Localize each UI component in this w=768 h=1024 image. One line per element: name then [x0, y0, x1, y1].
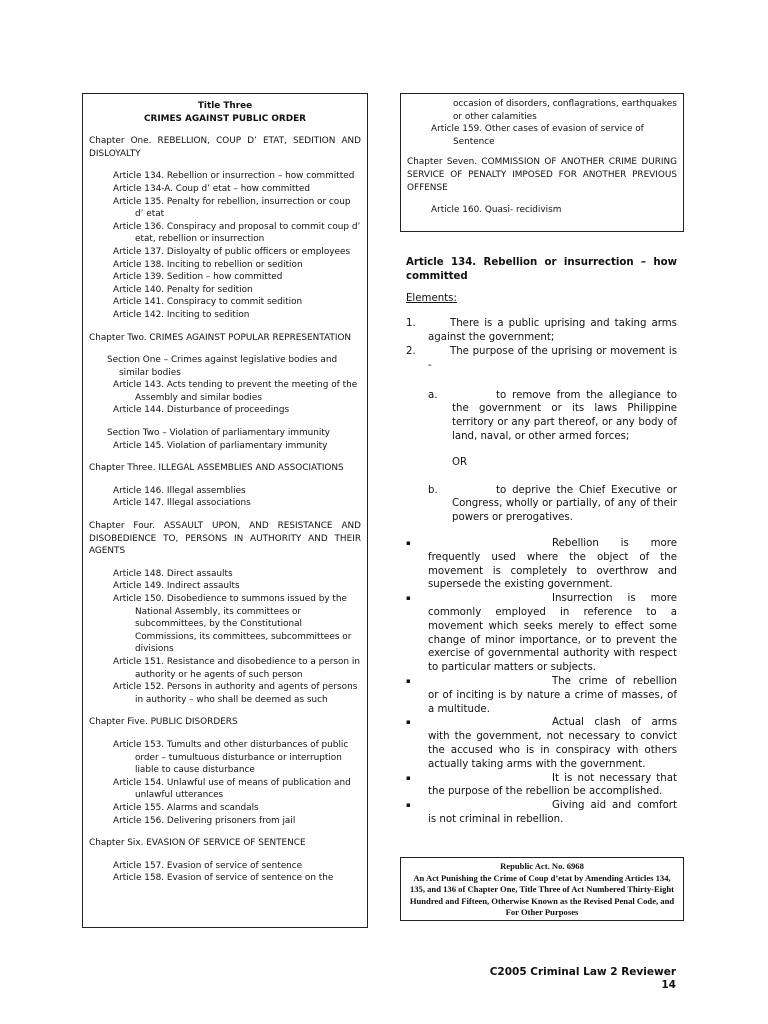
- chapter-one-heading: Chapter One. REBELLION, COUP D’ ETAT, SEDITION AND DISLOYALTY: [89, 136, 361, 159]
- bullet-text: Insurrection is more commonly employed in reference to a movement which seeks merely to effect some change of minor importance, or to prevent the exercise of governmental authority with respect to particular matters or subjects.: [428, 593, 677, 674]
- sub-element-letter: a.: [428, 389, 438, 401]
- article-heading: Article 134. Rebellion or insurrection – how committed: [406, 257, 677, 282]
- list-item: Article 139. Sedition – how committed: [113, 272, 283, 283]
- list-item: Article 134-A. Coup d’ etat – how committed: [113, 183, 310, 194]
- element-number: 1.: [406, 318, 416, 330]
- list-item: Article 157. Evasion of service of sentence: [113, 860, 303, 871]
- list-item: Article 142. Inciting to sedition: [113, 309, 250, 320]
- list-item: Article 146. Illegal assemblies: [113, 485, 246, 496]
- republic-act-title: Republic Act. No. 6968: [500, 861, 584, 871]
- article-body: [406, 256, 677, 827]
- list-item: Article 143. Acts tending to prevent the meeting of the Assembly and similar bodies: [113, 380, 358, 403]
- table-of-contents-box: [82, 93, 368, 928]
- element-text: There is a public uprising and taking arms against the government;: [428, 318, 677, 344]
- chapter-seven-heading: Chapter Seven. COMMISSION OF ANOTHER CRIME DURING SERVICE OF PENALTY IMPOSED FOR ANOTHER PREVIOUS OFFENSE: [407, 157, 677, 193]
- list-item: Article 150. Disobedience to summons issued by the National Assembly, its committees or subcommittees, by the Constitutional Commissions, its committees, subcommittees or divisions: [113, 594, 352, 655]
- title-three: Title Three: [197, 101, 253, 111]
- chapter-three-list: [89, 485, 361, 510]
- chapter-five-list: [89, 739, 361, 827]
- footer-title: C2005 Criminal Law 2 Reviewer: [489, 966, 676, 978]
- element-item: [406, 317, 677, 345]
- list-item: Article 158. Evasion of service of sentence on the: [113, 873, 334, 884]
- list-item: Article 148. Direct assaults: [113, 568, 233, 579]
- sub-element-letter: b.: [428, 484, 438, 496]
- bullet-text: Actual clash of arms with the government, not necessary to convict the accused who is in conspiracy with others actually taking arms with the government.: [428, 717, 677, 770]
- bullet-icon: ▪: [406, 594, 411, 603]
- list-item: Article 134. Rebellion or insurrection – how committed: [113, 171, 355, 182]
- sub-element-text: to deprive the Chief Executive or Congress, wholly or partially, of any of their powers or prerogatives.: [452, 484, 677, 524]
- list-item: Article 156. Delivering prisoners from jail: [113, 815, 296, 826]
- chapter-five-heading: Chapter Five. PUBLIC DISORDERS: [89, 717, 238, 728]
- bullet-icon: ▪: [406, 538, 411, 547]
- section-one-heading: Section One – Crimes against legislative bodies and similar bodies: [107, 355, 338, 378]
- elements-label: Elements:: [406, 292, 457, 304]
- bullet-text: Rebellion is more frequently used where the object of the movement is completely to overthrow and supersede the existing government.: [428, 537, 677, 591]
- republic-act-box: [400, 857, 684, 921]
- chapter-four-list: [89, 568, 361, 707]
- bullet-item: [406, 592, 677, 675]
- bullet-item: [406, 716, 677, 771]
- list-item: Article 144. Disturbance of proceedings: [113, 405, 290, 416]
- page-footer: [490, 966, 676, 992]
- list-item-continuation: occasion of disorders, conflagrations, earthquakes or other calamities: [453, 99, 677, 122]
- list-item: Article 159. Other cases of evasion of service of Sentence: [431, 124, 644, 147]
- element-item: [406, 345, 677, 373]
- list-item: Article 151. Resistance and disobedience to a person in authority or he agents of such person: [113, 656, 360, 680]
- element-number: 2.: [406, 345, 416, 357]
- list-item: Article 137. Disloyalty of public officers or employees: [113, 246, 351, 257]
- chapter-four-heading: Chapter Four. ASSAULT UPON, AND RESISTANCE AND DISOBEDIENCE TO, PERSONS IN AUTHORITY AND THEIR AGENTS: [89, 521, 361, 557]
- list-item: Article 147. Illegal associations: [113, 498, 251, 509]
- chapter-three-heading: Chapter Three. ILLEGAL ASSEMBLIES AND ASSOCIATIONS: [89, 463, 344, 474]
- list-item: Article 135. Penalty for rebellion, insurrection or coup d’ etat: [113, 196, 351, 220]
- bullet-icon: ▪: [406, 773, 411, 782]
- sub-element-text: to remove from the allegiance to the government or its laws Philippine territory or any part thereof, or any body of land, naval, or other armed forces;: [452, 389, 677, 442]
- bullet-icon: ▪: [406, 718, 411, 727]
- section-two-heading: Section Two – Violation of parliamentary immunity: [107, 428, 331, 439]
- or-separator: OR: [452, 456, 468, 468]
- republic-act-text: An Act Punishing the Crime of Coup d’etat by Amending Articles 134, 135, and 136 of Chapter One, Title Three of Act Numbered Thirty-Eight Hundred and Fifteen, Otherwise Known as the Revised Penal Code, and For Other Purposes: [409, 872, 675, 918]
- title-subtitle: CRIMES AGAINST PUBLIC ORDER: [144, 113, 306, 124]
- bullet-item: [406, 799, 677, 827]
- list-item: Article 138. Inciting to rebellion or sedition: [113, 259, 303, 270]
- list-item: Article 152. Persons in authority and agents of persons in authority – who shall be deemed as such: [113, 682, 358, 705]
- list-item: Article 140. Penalty for sedition: [113, 284, 253, 295]
- bullet-text: It is not necessary that the purpose of the rebellion be accomplished.: [428, 772, 677, 798]
- list-item: Article 160. Quasi- recidivism: [431, 205, 562, 216]
- list-item: Article 149. Indirect assaults: [113, 581, 240, 592]
- list-item: Article 145. Violation of parliamentary immunity: [113, 440, 328, 451]
- list-item: Article 155. Alarms and scandals: [113, 802, 259, 813]
- bullet-icon: ▪: [406, 676, 411, 685]
- page-number: 14: [661, 979, 676, 991]
- sub-element-item: [406, 389, 677, 444]
- title-block: [89, 100, 361, 125]
- bullet-item: [406, 537, 677, 592]
- list-item: Article 154. Unlawful use of means of publication and unlawful utterances: [113, 777, 351, 801]
- chapter-six-heading: Chapter Six. EVASION OF SERVICE OF SENTENCE: [89, 838, 306, 849]
- bullet-text: Giving aid and comfort is not criminal in rebellion.: [428, 800, 677, 825]
- section-one-list: [89, 379, 361, 417]
- element-text: The purpose of the uprising or movement is -: [428, 345, 677, 371]
- list-item: Article 136. Conspiracy and proposal to commit coup d’ etat, rebellion or insurrection: [113, 221, 361, 245]
- bullet-icon: ▪: [406, 801, 411, 810]
- chapter-one-list: [89, 170, 361, 321]
- bullet-item: [406, 675, 677, 716]
- chapter-two-heading: Chapter Two. CRIMES AGAINST POPULAR REPRESENTATION: [89, 332, 352, 343]
- sub-element-item: [406, 484, 677, 525]
- contents-continuation-box: [400, 93, 684, 232]
- list-item: Article 153. Tumults and other disturbances of public order – tumultuous disturbance or interruption liable to cause disturbance: [113, 739, 349, 776]
- section-two-list: [89, 440, 361, 453]
- bullet-item: [406, 772, 677, 800]
- chapter-six-list: [89, 860, 361, 885]
- list-item: Article 141. Conspiracy to commit sedition: [113, 297, 303, 308]
- bullet-text: The crime of rebellion or of inciting is by nature a crime of masses, of a multitude.: [428, 675, 677, 715]
- bullet-list: [406, 537, 677, 827]
